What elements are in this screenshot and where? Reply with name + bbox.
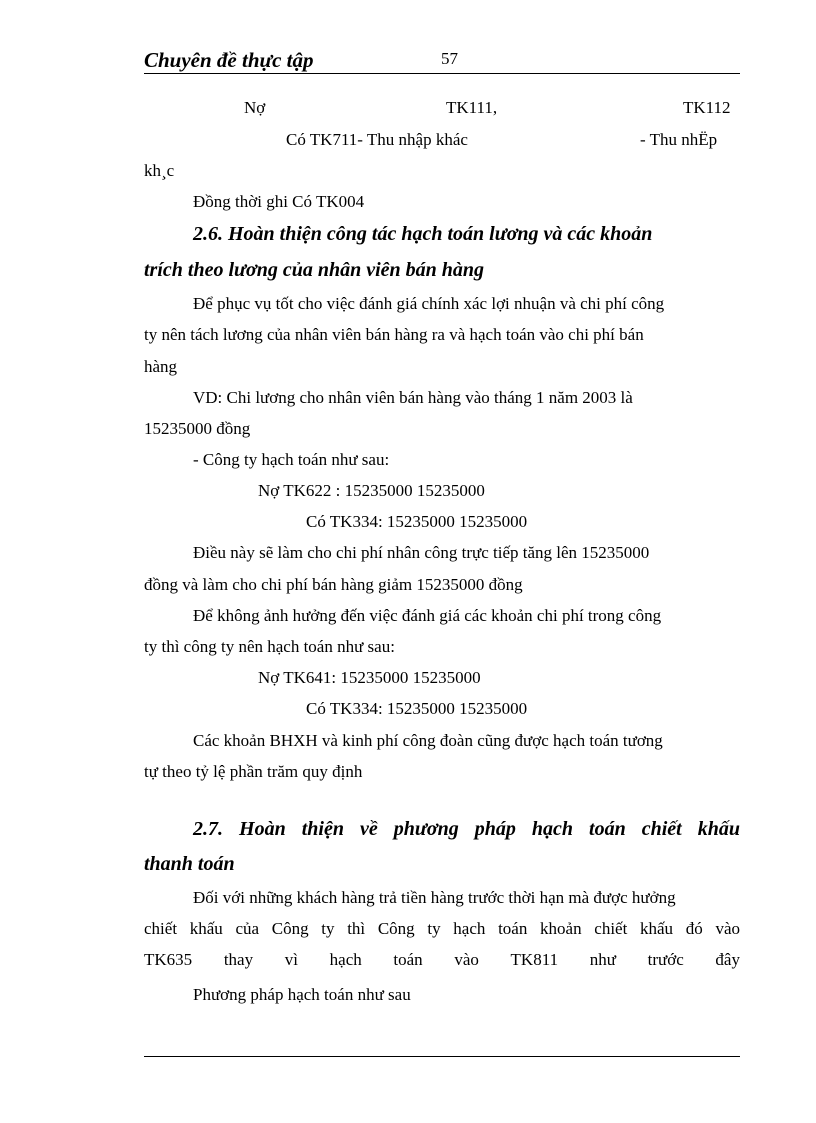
word: TK635 [144,950,193,969]
word: vì [284,950,298,969]
paragraph-line: Đồng thời ghi Có TK004 [193,192,365,211]
heading-word: 2.7. [193,818,223,840]
paragraph-line: tự theo tỷ lệ phần trăm quy định [144,762,363,781]
paragraph-line [144,919,740,939]
section-heading-2-6-cont: trích theo lương của nhân viên bán hàng [144,259,485,281]
header-rule [144,73,740,74]
paragraph-line: 15235000 đồng [144,419,251,438]
heading-word: khấu [697,818,740,840]
word: như [589,950,616,969]
word: Công [377,919,415,938]
paragraph-line: hàng [144,357,178,376]
paragraph-line: ty thì công ty nên hạch toán như sau: [144,637,395,656]
paragraph-line: - Công ty hạch toán như sau: [193,450,390,469]
page-number: 57 [441,49,458,68]
word: chiết [594,919,628,938]
word: toán [393,950,423,969]
section-heading-2-7 [193,818,740,840]
paragraph-line: ty nên tách lương của nhân viên bán hàng ra và hạch toán vào chi phí bán [144,325,644,344]
word: của [235,919,260,938]
journal-entry: Nợ TK641: 15235000 15235000 [258,668,481,687]
journal-entry: Nợ TK622 : 15235000 15235000 [258,481,485,500]
word: chiết [144,919,178,938]
footer-rule [144,1056,740,1057]
word: hạch [329,950,362,969]
entry-debit-tk112: TK112 [683,98,731,117]
word: đây [715,950,740,969]
word: khấu [189,919,223,938]
header-title: Chuyên đề thực tập [144,48,314,72]
journal-entry: Có TK334: 15235000 15235000 [306,699,528,718]
paragraph-line: đồng và làm cho chi phí bán hàng giảm 15235000 đồng [144,575,523,594]
paragraph-line: Điều này sẽ làm cho chi phí nhân công trực tiếp tăng lên 15235000 [193,543,650,562]
section-heading-2-6: 2.6. Hoàn thiện công tác hạch toán lương và các khoản [193,223,653,245]
word: ty [427,919,441,938]
paragraph-line [144,950,740,970]
paragraph-line: Đối với những khách hàng trả tiền hàng trước thời hạn mà được hưởng [193,888,676,907]
entry-credit-note: - Thu nhËp [640,130,718,149]
word: thay [223,950,254,969]
heading-word: chiết [641,818,682,840]
paragraph-line: Phương pháp hạch toán như sau [193,985,411,1004]
heading-word: phương [393,818,459,840]
word: vào [715,919,740,938]
word: khấu [640,919,674,938]
word: khoản [540,919,582,938]
paragraph-line: Để phục vụ tốt cho việc đánh giá chính xác lợi nhuận và chi phí công [193,294,665,313]
journal-entry: Có TK334: 15235000 15235000 [306,512,528,531]
word: đó [685,919,703,938]
word: vào [454,950,479,969]
word: thì [347,919,366,938]
word: TK811 [510,950,559,969]
heading-word: pháp [474,818,516,840]
entry-credit-tk711: Có TK711- Thu nhập khác [286,130,468,149]
entry-debit-tk111: TK111, [446,98,498,117]
heading-word: thiện [301,818,344,840]
entry-debit-label: Nợ [244,98,266,117]
heading-word: toán [589,818,626,840]
section-heading-2-7-cont: thanh toán [144,853,235,875]
word: Công [271,919,309,938]
heading-word: về [359,818,378,840]
heading-word: Hoàn [239,818,286,840]
word: ty [321,919,335,938]
paragraph-line: Các khoản BHXH và kinh phí công đoàn cũng được hạch toán tương [193,731,663,750]
entry-credit-note-cont: kh¸c [144,161,175,180]
word: toán [498,919,528,938]
word: trước [647,950,684,969]
heading-word: hạch [531,818,574,840]
paragraph-line: Để không ảnh hưởng đến việc đánh giá các khoản chi phí trong công [193,606,662,625]
paragraph-line: VD: Chi lương cho nhân viên bán hàng vào tháng 1 năm 2003 là [193,388,633,407]
word: hạch [453,919,486,938]
